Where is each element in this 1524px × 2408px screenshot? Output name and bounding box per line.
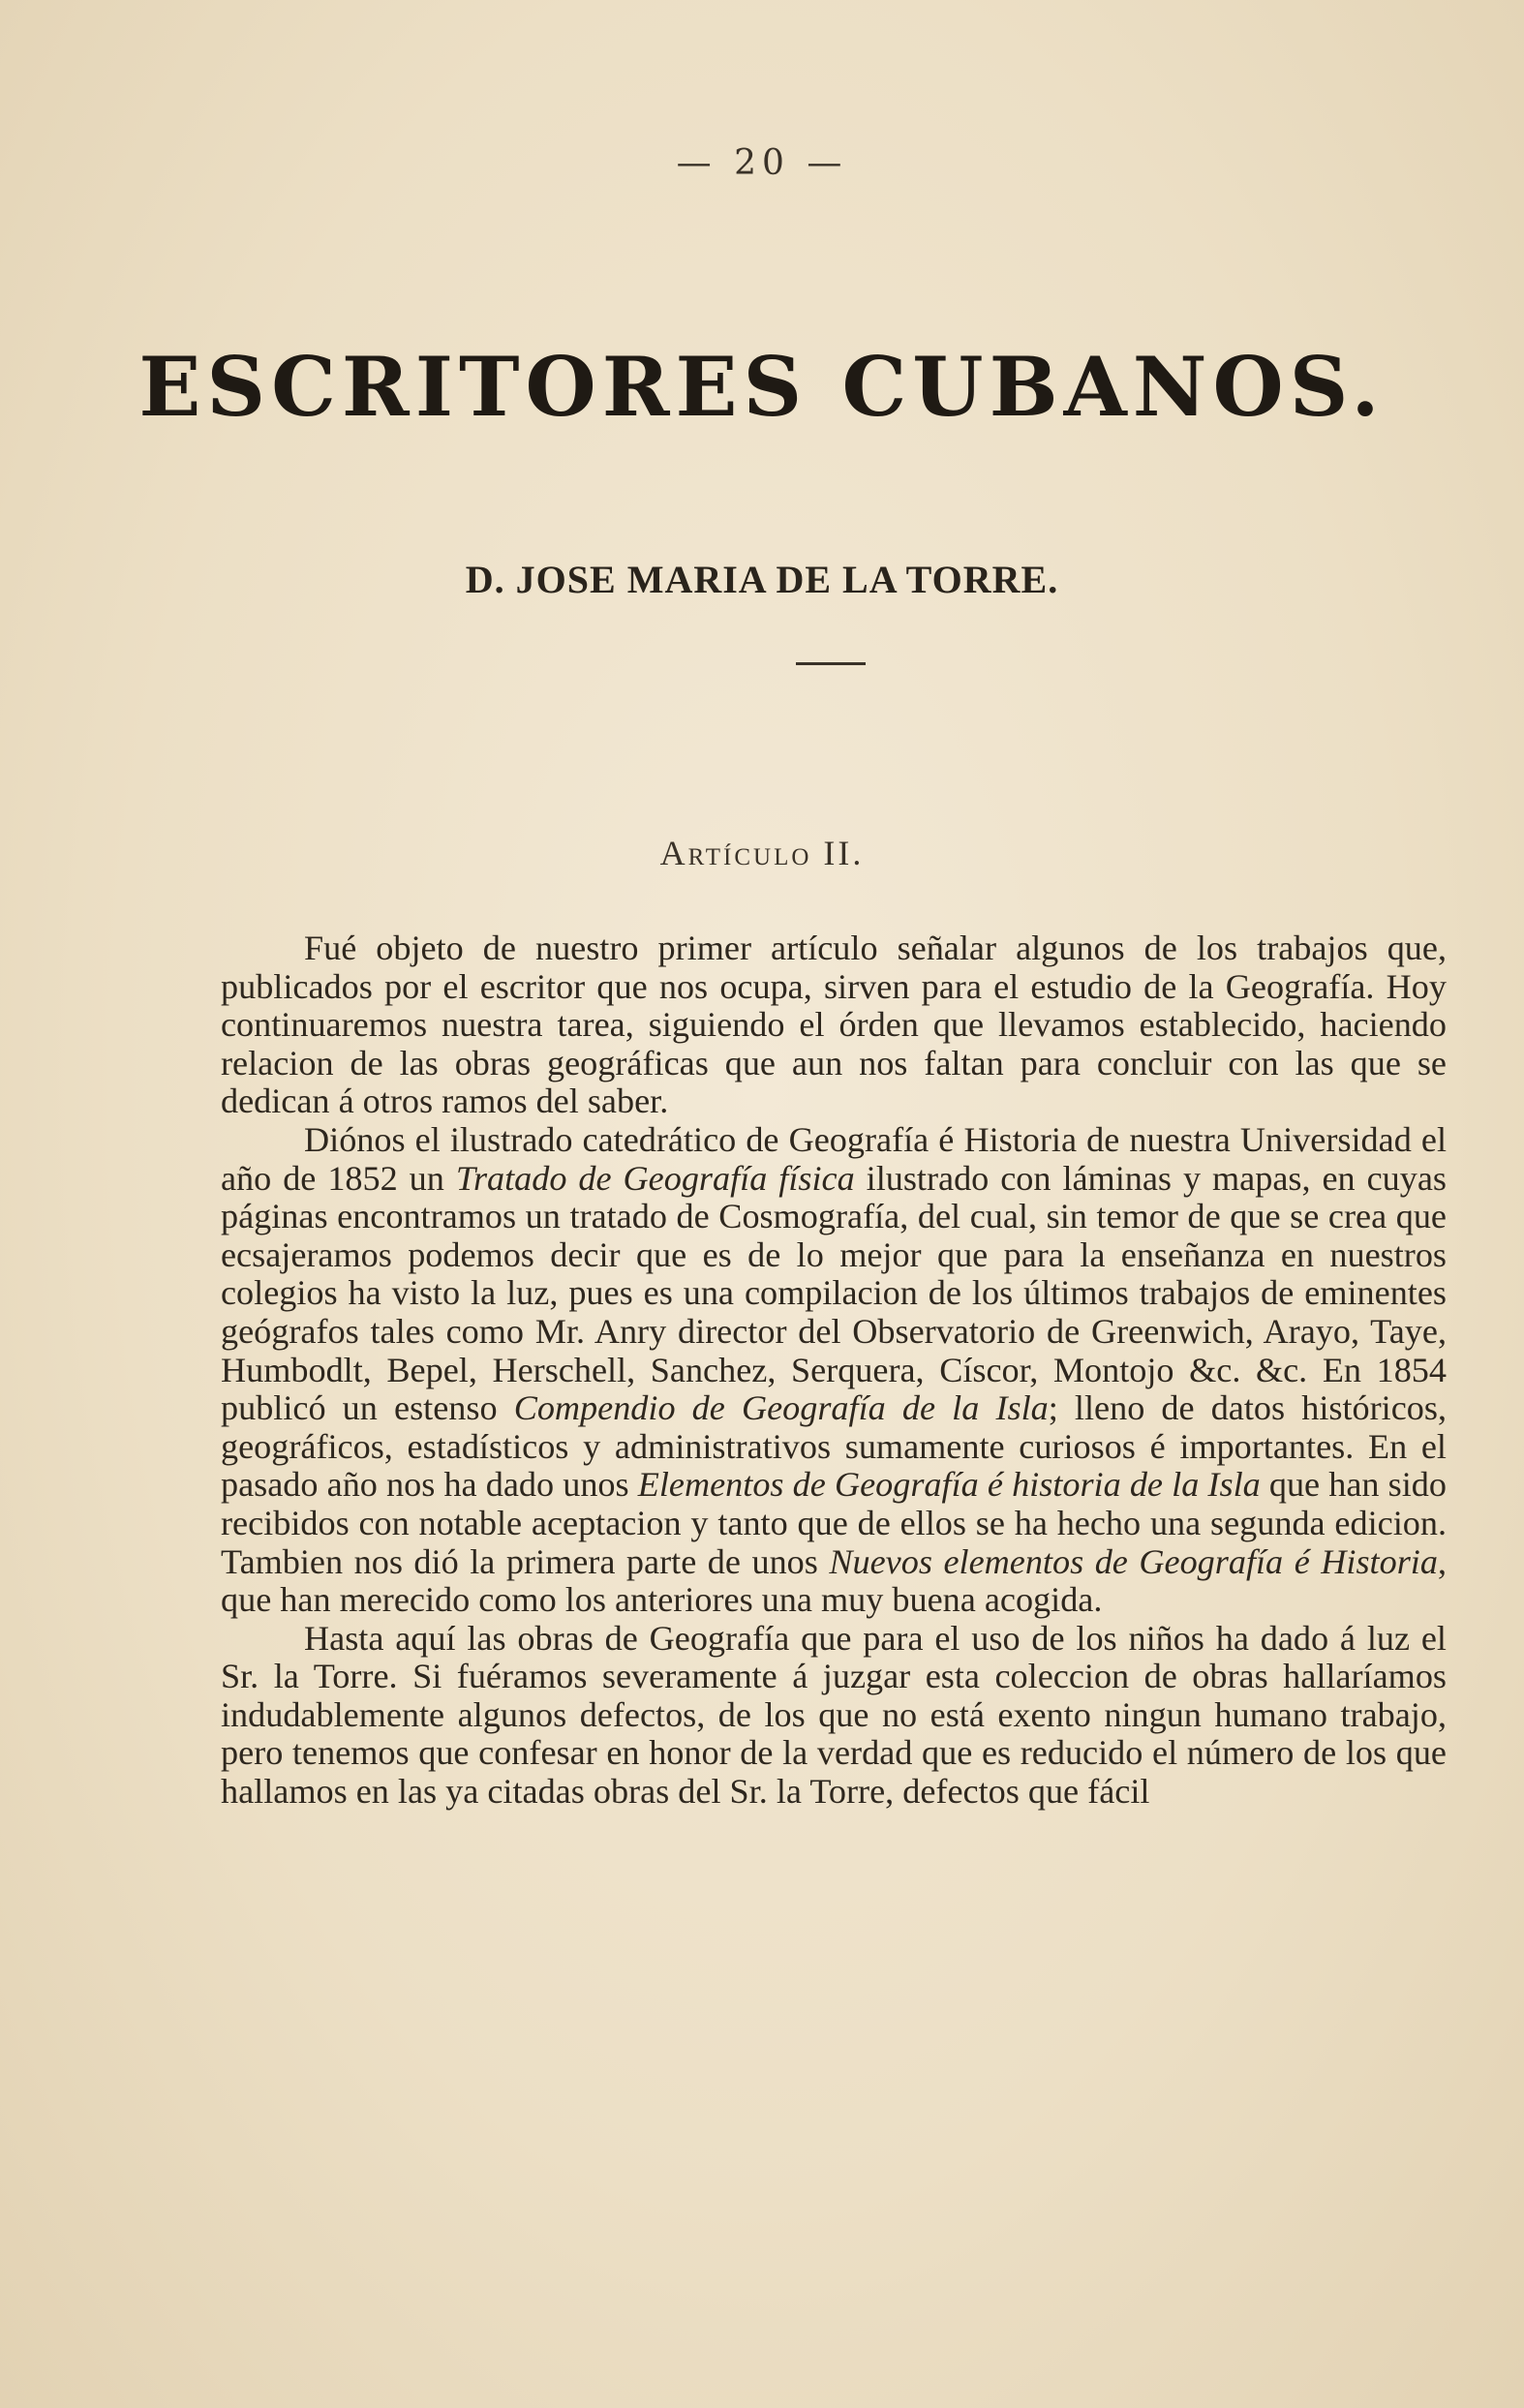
paragraph-3: Hasta aquí las obras de Geografía que para el uso de los niños ha dado á luz el Sr. la Torre. Si fuéramos severamente á juzgar esta coleccion de obras hallaríamos indudablemente algunos defectos, de los que no está exento ningun humano trabajo, pero tenemos que confesar en honor de la verdad que es reducido el número de los que hallamos en las ya citadas obras del Sr. la Torre, defectos que fácil xyxy=(221,1618,1447,1812)
paragraph-1: Fué objeto de nuestro primer artículo señalar algunos de los trabajos que, publicados por el escritor que nos ocupa, sirven para el estudio de la Geografía. Hoy continuaremos nuestra tarea, siguiendo el órden que llevamos establecido, haciendo relacion de las obras geográficas que aun nos faltan para concluir con las que se dedican á otros ramos del saber. xyxy=(221,929,1447,1121)
article-heading: Artículo II. xyxy=(659,834,865,872)
article-subject: D. JOSE MARIA DE LA TORRE. xyxy=(465,558,1059,601)
body-text xyxy=(221,930,1447,1812)
paragraph-2-part-1: Diónos el ilustrado catedrático de Geografía é Historia de nuestra Universidad el año de 1852 un xyxy=(221,1119,1447,1198)
divider-rule xyxy=(796,662,866,665)
book-title-elementos: Elementos de Geografía é historia de la Isla xyxy=(637,1465,1261,1505)
book-title-nuevos-elementos: Nuevos elementos de Geografía é Historia xyxy=(829,1541,1438,1581)
paragraph-2-part-4: que han sido recibidos con notable aceptacion y tanto que de ellos se ha hecho una segunda edicion. Tambien nos dió la primera parte de unos xyxy=(221,1465,1447,1581)
page-number: — 20 — xyxy=(676,143,848,183)
paragraph-2 xyxy=(221,1121,1447,1620)
page-title: ESCRITORES CUBANOS. xyxy=(138,339,1386,435)
paragraph-2-part-5: , que han merecido como los anteriores una muy buena acogida. xyxy=(221,1541,1447,1620)
book-title-compendio: Compendio de Geografía de la Isla xyxy=(513,1388,1049,1428)
book-title-tratado: Tratado de Geografía física xyxy=(455,1158,855,1198)
paragraph-2-part-3: ; lleno de datos históricos, geográficos, estadísticos y administrativos sumamente curiosos é importantes. En el pasado año nos ha dado unos xyxy=(221,1388,1448,1505)
paragraph-2-part-2: ilustrado con láminas y mapas, en cuyas páginas encontramos un tratado de Cosmografía, del cual, sin temor de que se crea que ecsajeramos podemos decir que es de lo mejor que para la enseñanza en nuestros colegios ha visto la luz, pues es una compilacion de los últimos trabajos de eminentes geógrafos tales como Mr. Anry director del Observatorio de Greenwich, Arayo, Taye, Humbodlt, Bepel, Herschell, Sanchez, Serquera, Císcor, Montojo &c. &c. En 1854 publicó un estenso xyxy=(221,1158,1447,1428)
